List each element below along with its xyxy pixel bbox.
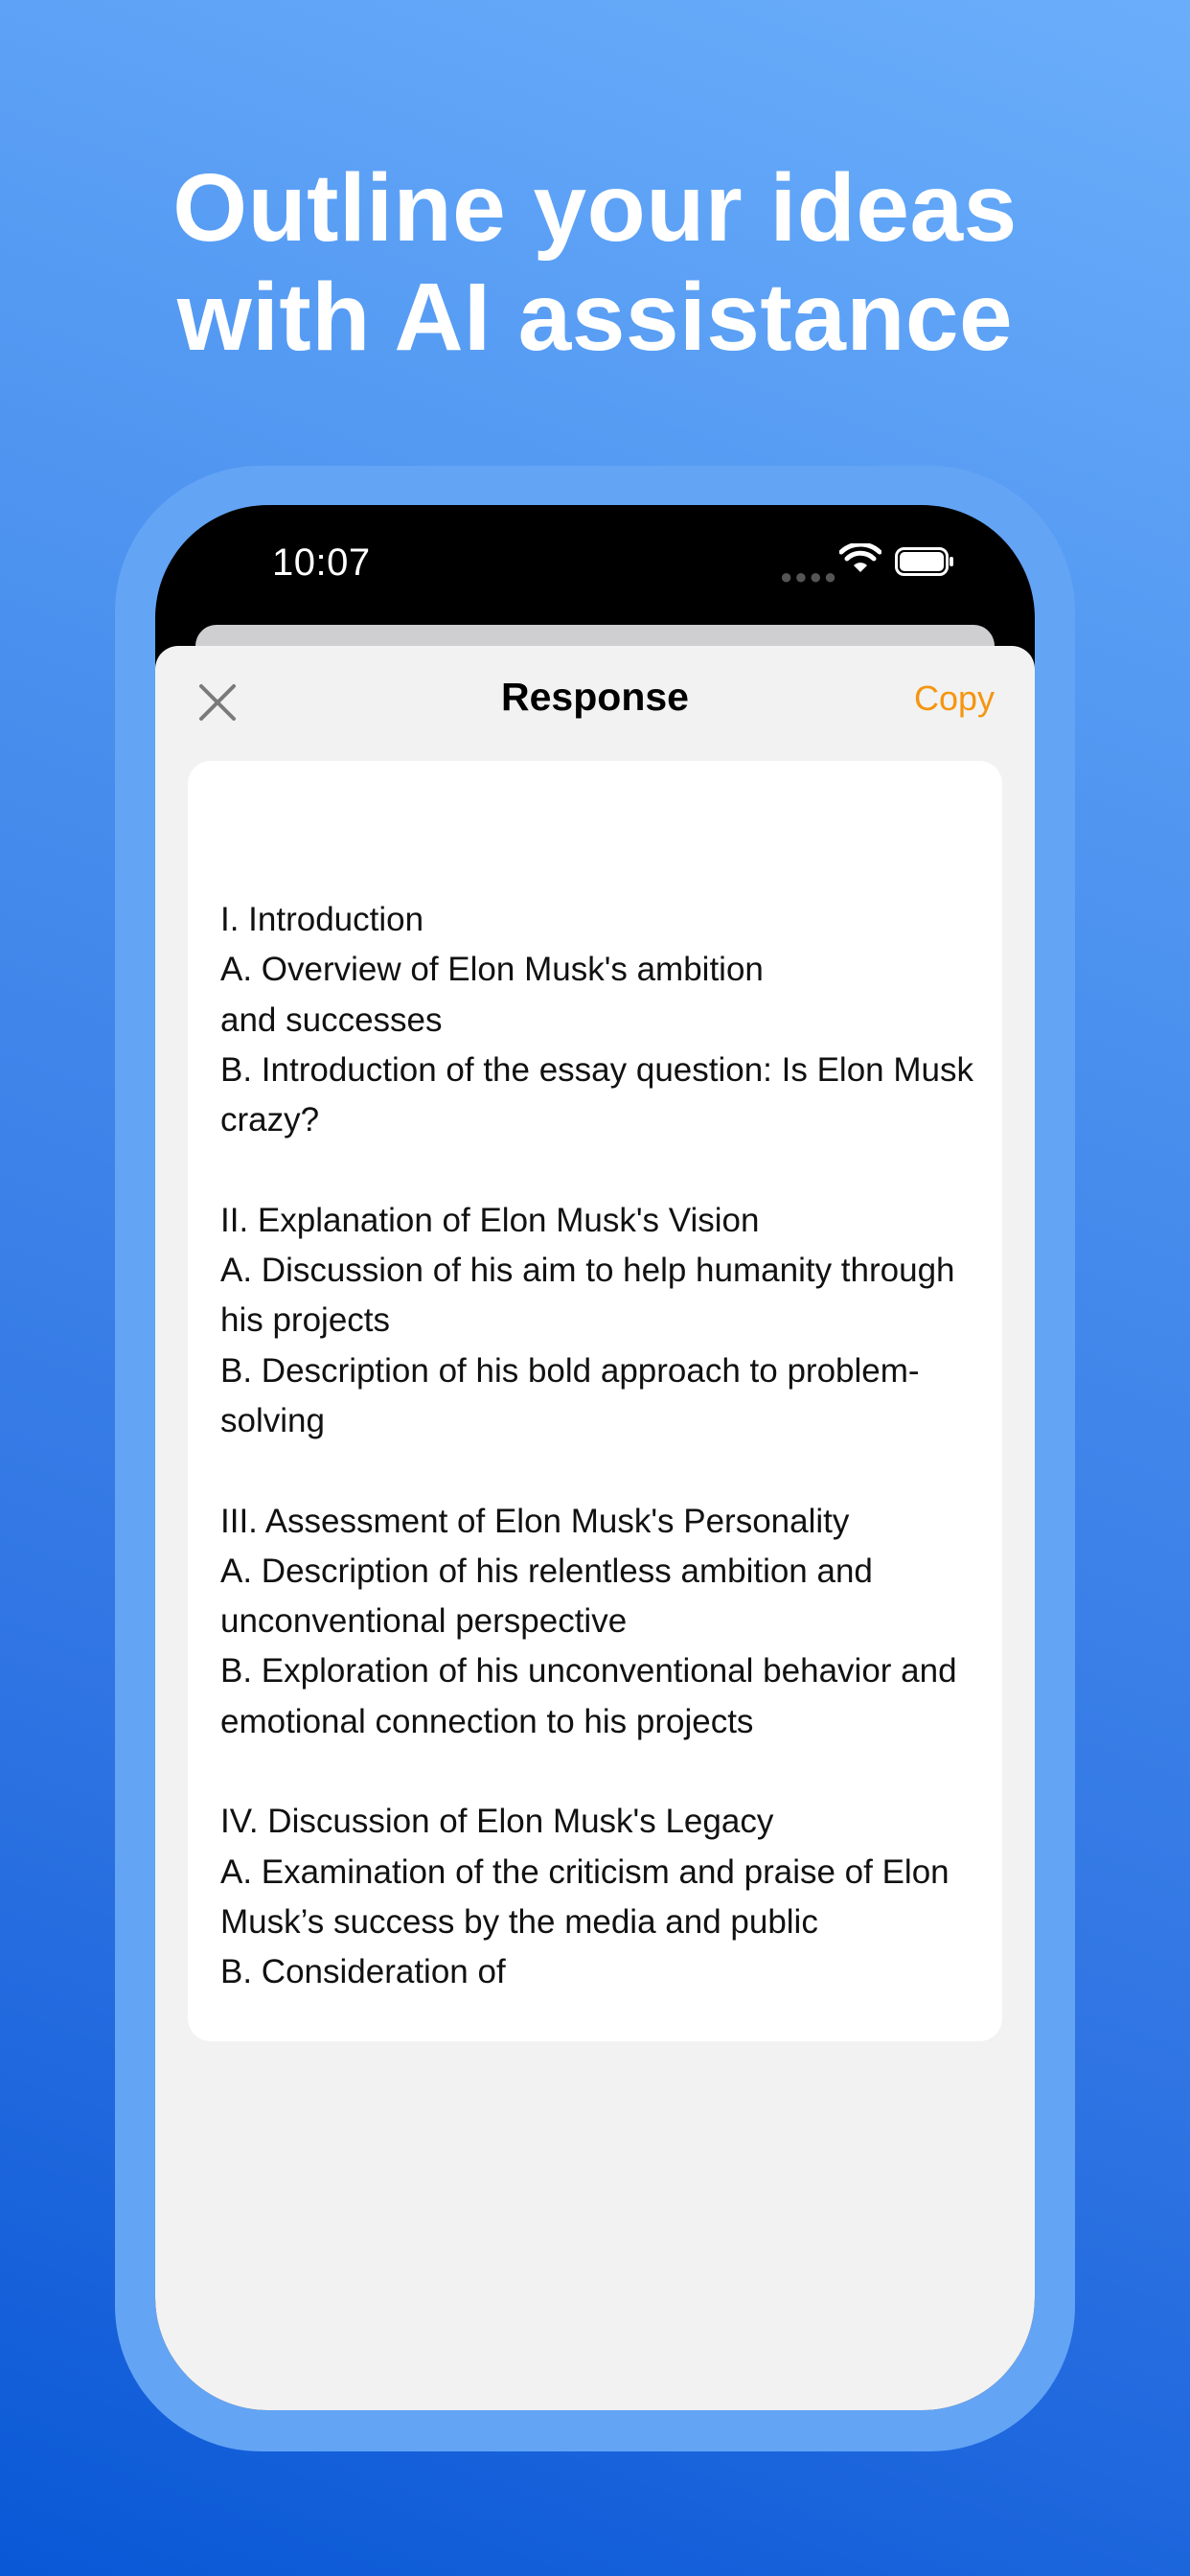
headline-line-2: with AI assistance (176, 264, 1014, 371)
response-card (188, 761, 1002, 2041)
signal-dots-icon: ●●●● (780, 564, 839, 588)
response-text: I. Introduction A. Overview of Elon Musk's ambition and successes B. Introduction of the essay question: Is Elon Musk crazy? II. Explanation of Elon Musk's Vision A. Discussion of his aim to help humanity through his projects B. Description of his bold approach to problem-solving III. Assessment of Elon Musk's Personality A. Description of his relentless ambition and unconventional perspective B. Exploration of his unconventional behavior and emotional connection to his projects IV. Discussion of Elon Musk's Legacy A. Examination of the criticism and praise of Elon Musk’s success by the media and public B. Consideration of (220, 901, 973, 1991)
phone-screen (155, 505, 1035, 2410)
wifi-icon (839, 543, 881, 576)
headline-line-1: Outline your ideas (172, 154, 1018, 262)
sheet-title: Response (501, 675, 689, 719)
status-time: 10:07 (272, 541, 371, 584)
response-sheet (155, 646, 1035, 2410)
copy-button[interactable]: Copy (913, 678, 995, 718)
headline (0, 153, 1190, 372)
battery-icon (895, 547, 954, 576)
